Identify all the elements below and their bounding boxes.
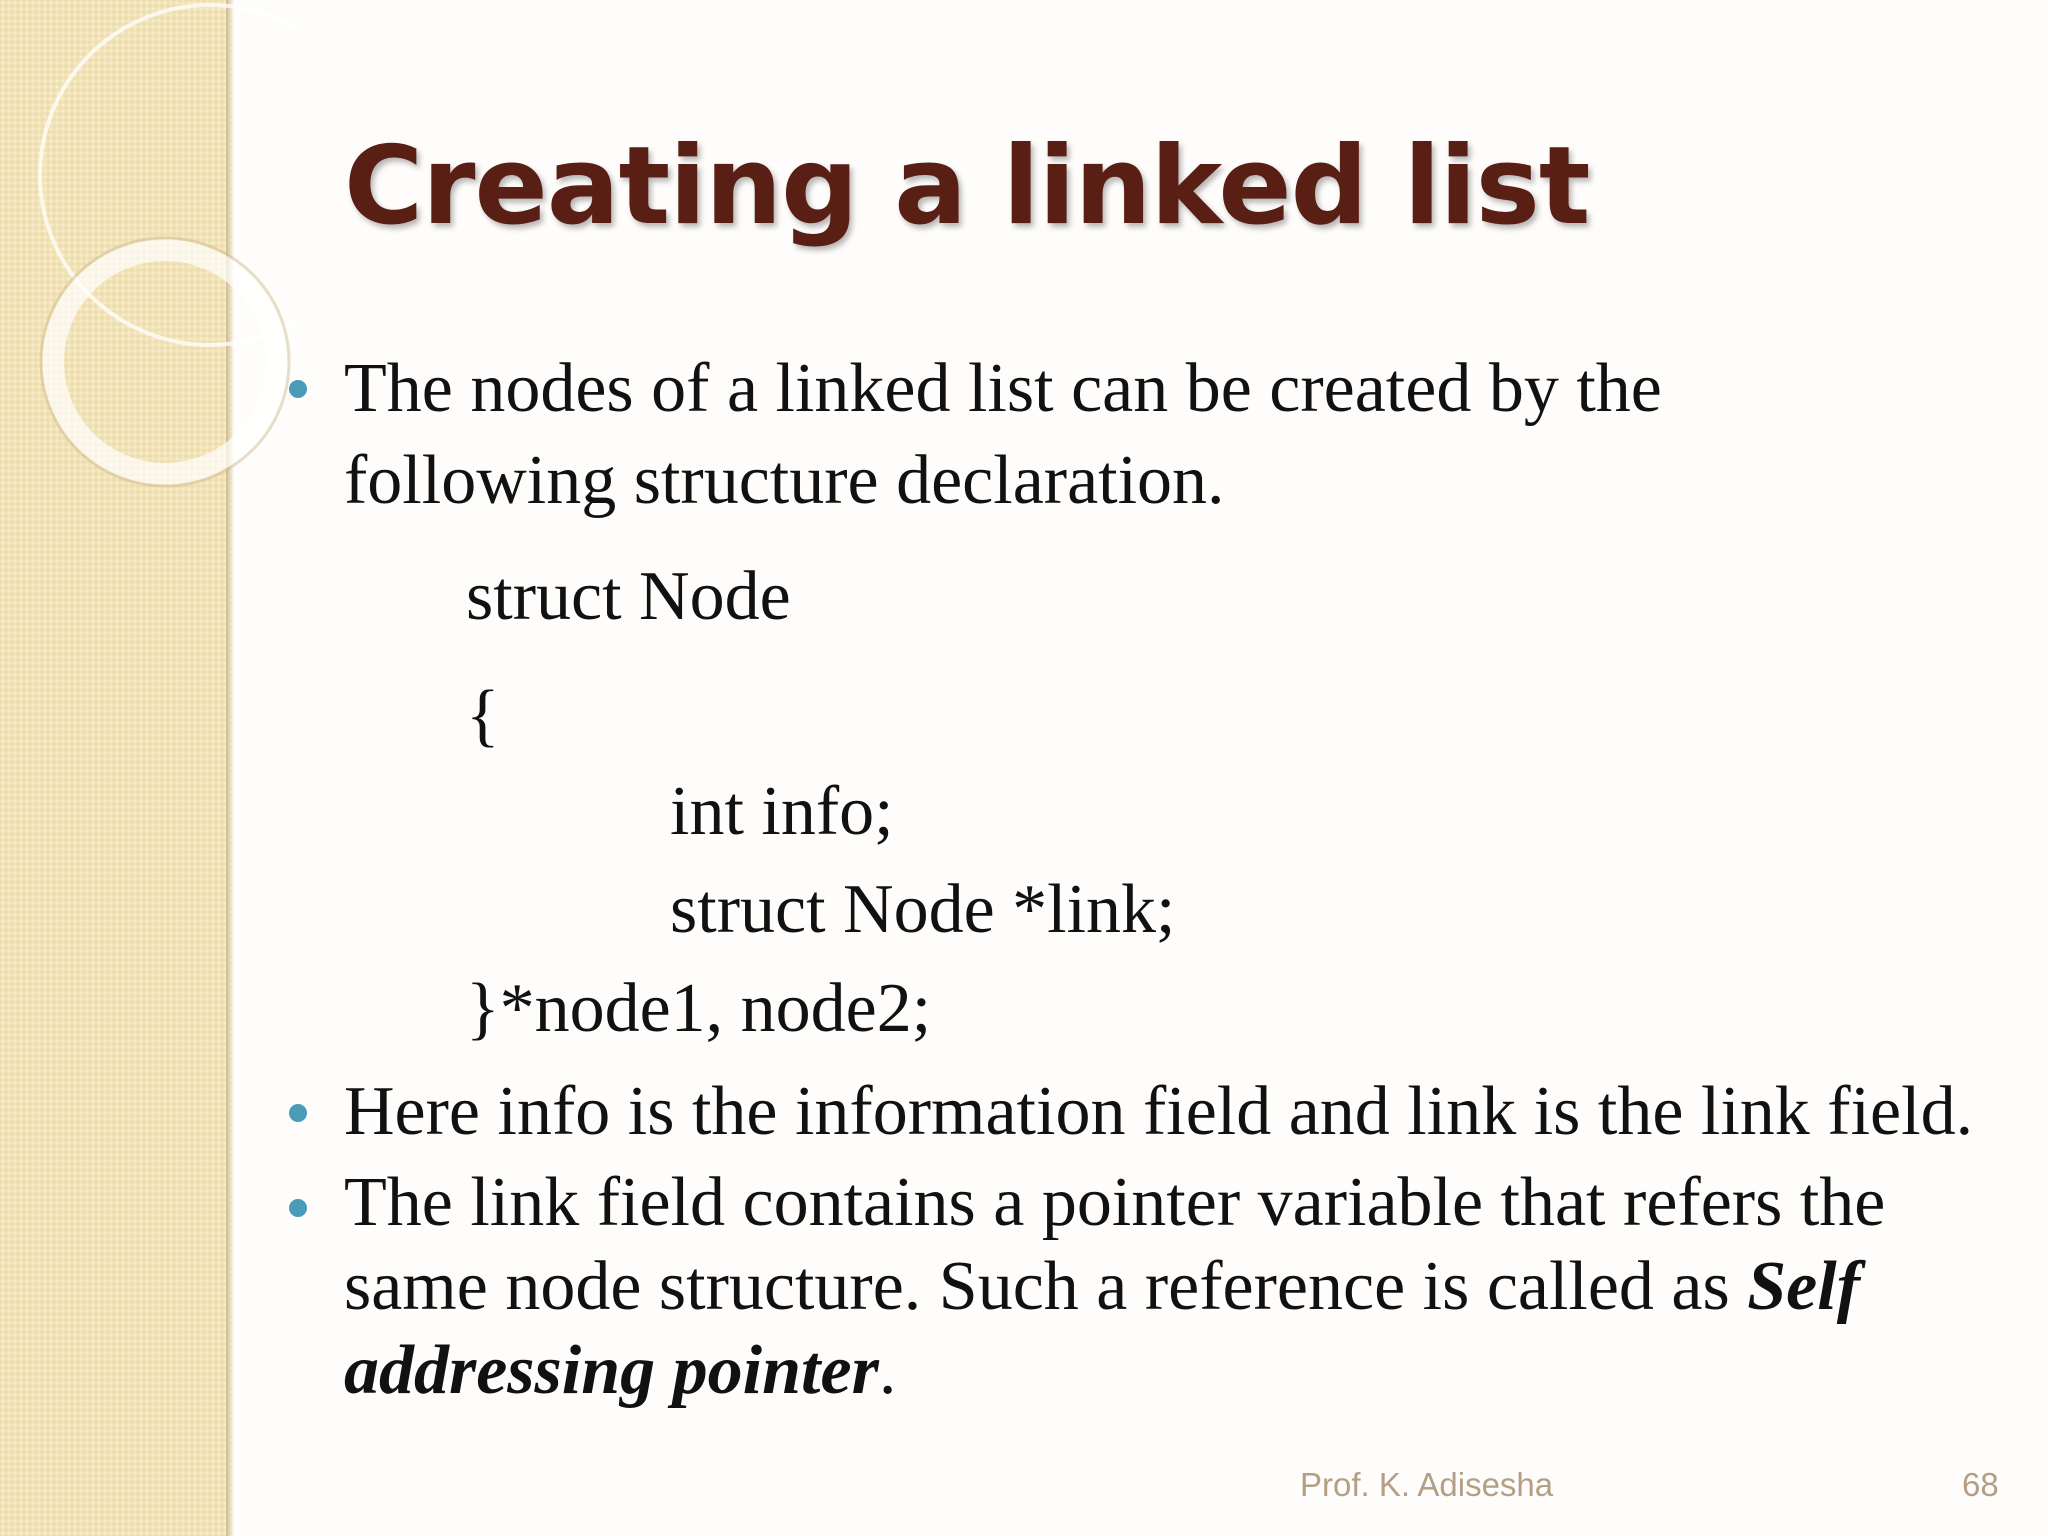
slide-page-number: 68 — [1962, 1466, 1999, 1503]
bullet-dot-3 — [289, 1199, 307, 1217]
bullet-dot-2 — [289, 1104, 307, 1122]
bullet-text-1: The nodes of a linked list can be created by the following structure declaration. — [344, 350, 1662, 519]
footer-author: Prof. K. Adisesha — [1300, 1466, 1554, 1503]
code-line-struct-node: struct Node — [466, 558, 791, 635]
bullet-text-3-period: . — [878, 1332, 897, 1409]
code-line-int-info: int info; — [670, 773, 894, 850]
bullet-dot-1 — [289, 380, 307, 398]
bullet-text-3 — [344, 1161, 2024, 1413]
self-addressing-pointer-term: Self addressing pointer — [344, 1248, 1861, 1409]
bullet-text-3-body: The link field contains a pointer variable that refers the same node structure. Such a reference is called as — [344, 1164, 1886, 1325]
decorative-ring-small-shade — [41, 238, 289, 486]
code-line-struct-node-link: struct Node *link; — [670, 871, 1176, 948]
code-line-open-brace: { — [466, 677, 500, 754]
decorative-ring-small — [53, 250, 277, 474]
code-line-close-brace: }*node1, node2; — [466, 970, 932, 1047]
bullet-text-2: Here info is the information field and link is the link field. — [344, 1073, 1974, 1150]
slide-title: Creating a linked list — [344, 124, 1590, 249]
decorative-rings-graphic — [0, 0, 300, 520]
